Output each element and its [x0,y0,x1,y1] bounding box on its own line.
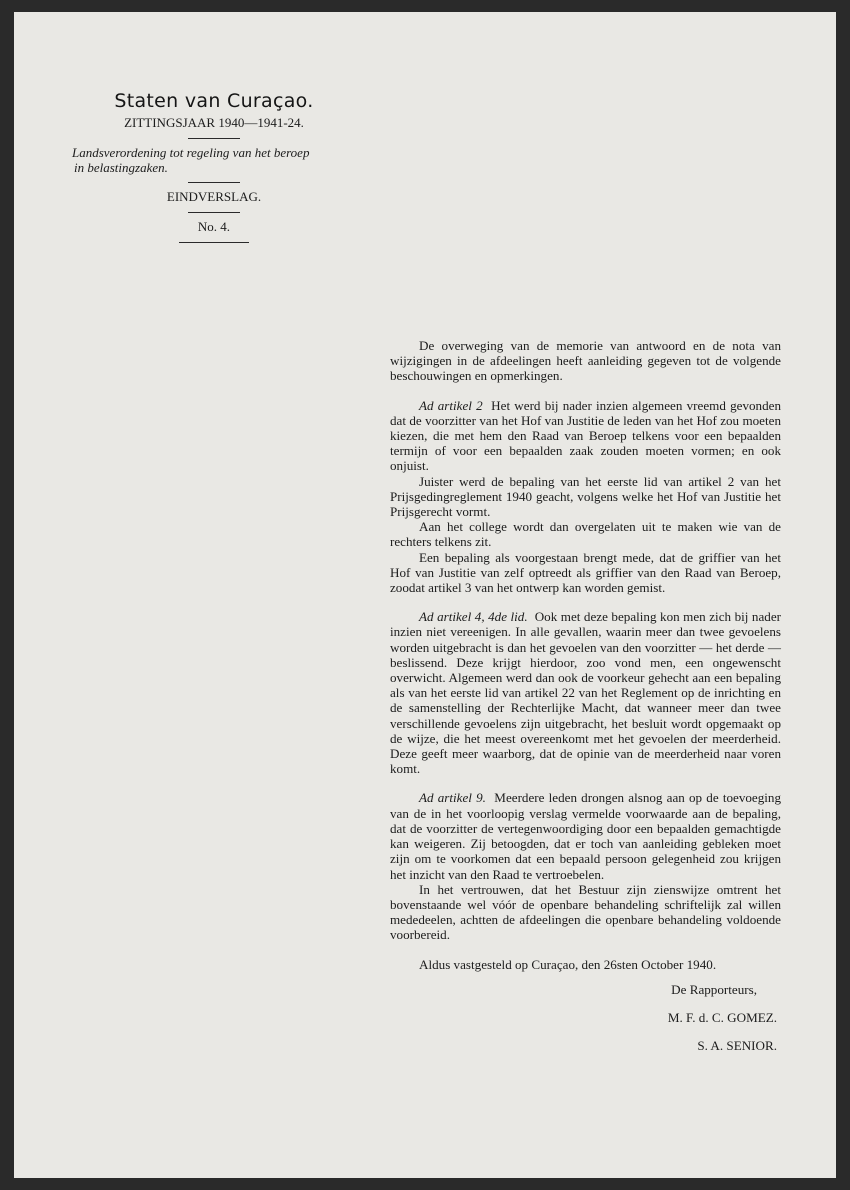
closing-line: Aldus vastgesteld op Curaçao, den 26sten October 1940. [419,956,717,972]
article-2-paragraph-4: Een bepaling als voorgestaan brengt mede, dat de griffier van het Hof van Justitie van zelf optreedt als griffier van den Raad van Beroep, zoodat artikel 3 van het ontwerp kan worden gemist. [390,549,781,596]
document-page [14,12,836,1178]
intro-paragraph: De overweging van de memorie van antwoord en de nota van wijzigingen in de afdeelingen heeft aanleiding gegeven tot de volgende beschouwingen en opmerkingen. [390,338,781,384]
article-9-heading: Ad artikel 9. [419,790,486,806]
scan-border [836,0,850,1190]
divider [188,182,240,183]
subject-line-2: in belastingzaken. [74,160,168,175]
article-2-paragraph-3: Aan het college wordt dan overgelaten uit te maken wie van de rechters telkens zit. [390,519,781,550]
article-2-paragraph-2: Juister werd de bepaling van het eerste lid van artikel 2 van het Prijsgedingreglement 1940 geacht, volgens welke het Hof van Justitie het Prijsgerecht vormt. [390,473,781,520]
divider [179,242,249,243]
signatory-senior: S. A. SENIOR. [697,1037,777,1053]
divider [188,138,240,139]
article-9-text-1: Meerdere leden drongen alsnog aan op de toevoeging van de in het voorloopig verslag vermelde voorwaarde aan de bepaling, dat de voorzitter de vertegenwoordiging door een bepaalden gemachtigde kan weigeren. Zij betoogden, dat er toch van aanleiding gebleken moet zijn om te voorkomen dat een bepaald persoon gelegenheid zou krijgen het inzicht van den Raad te vertroebelen. [390,790,782,882]
article-4-paragraph [390,609,781,776]
rapporteurs-title: De Rapporteurs, [671,981,757,997]
article-9-paragraph-2: In het vertrouwen, dat het Bestuur zijn zienswijze omtrent het bovenstaande wel vóór de openbare behandeling schriftelijk zal willen mededeelen, achtten de afdeelingen die openbare behandeling voldoende voorbereid. [390,881,781,943]
divider [188,212,240,213]
report-body [390,338,781,1053]
signatory-gomez: M. F. d. C. GOMEZ. [667,1009,777,1025]
article-4-text: Ook met deze bepaling kon men zich bij nader inzien niet vereenigen. In alle gevallen, waarin meer dan twee gevoelens worden uitgebracht is dan het gevoelen van den voorzitter — het derde — beslissend. Deze krijgt hierdoor, zoo vond men, een ongewenscht overwicht. Algemeen werd dan ook de voorkeur gehecht aan een bepaling als van het eerste lid van artikel 22 van het Reglement op de inrichting en de samenstelling der Rechterlijke Macht, dat wanneer meer dan twee verschillende gevoelens zijn uitgebracht, het besluit wordt opgemaakt op de wijze, die het meest overeenkomt met het gevoelen der meerderheid. Deze geeft meer waarborg, dat de opinie van de meerderheid naar voren komt. [390,609,782,777]
document-number: No. 4. [197,219,231,234]
session-year: ZITTINGSJAAR 1940—1941-24. [124,115,304,130]
article-9-paragraph [390,790,781,881]
article-4-heading: Ad artikel 4, 4de lid. [419,609,528,625]
assembly-title: Staten van Curaçao. [114,90,314,112]
subject-line-1: Landsverordening tot regeling van het beroep [72,145,310,160]
document-header [64,90,364,249]
article-2-paragraph [390,398,781,474]
article-2-heading: Ad artikel 2 [419,397,483,413]
report-type: EINDVERSLAG. [166,189,262,204]
article-2-text-1: Het werd bij nader inzien algemeen vreemd gevonden dat de voorzitter van het Hof van Justitie de leden van het Hof zou moeten kiezen, die met hem den Raad van Beroep telkens voor een bepaalden termijn of voor een bepaalden zaak zouden moeten vormen; en ook onjuist. [390,397,782,474]
subject [64,145,364,175]
